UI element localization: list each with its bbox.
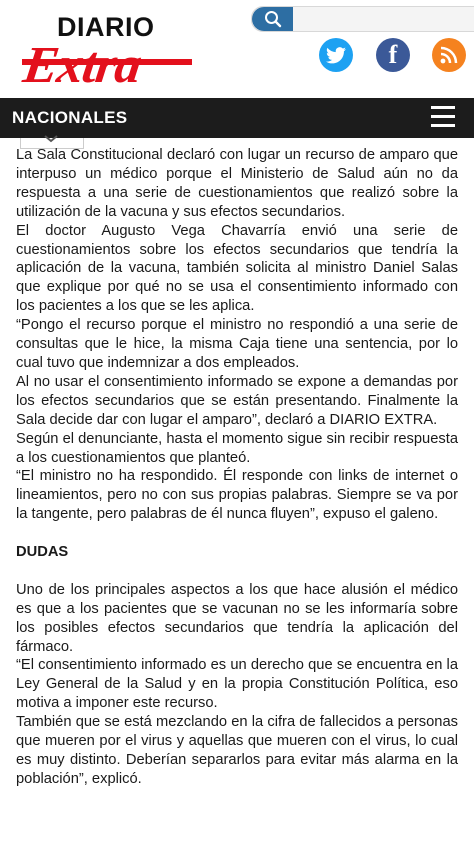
- spacer: [16, 562, 458, 581]
- article-paragraph: El doctor Augusto Vega Chavarría envió una serie de cuestionamientos sobre los efectos secundarios que tendría la aplicación de la vacuna, también solicita al ministro Daniel Salas que explique por qué no se usa el consentimiento informado con los pacientes a los que se les aplica.: [16, 222, 458, 315]
- article-paragraph: Según el denunciante, hasta el momento sigue sin recibir respuesta a los cuestionamientos que planteó.: [16, 430, 458, 466]
- section-navbar: [0, 98, 474, 138]
- article-paragraph: “El consentimiento informado es un derecho que se encuentra en la Ley General de la Salud y en la propia Constitución Política, eso motiva a imponer este recurso.: [16, 657, 458, 712]
- hamburger-menu-icon[interactable]: [431, 106, 455, 128]
- twitter-icon[interactable]: [319, 38, 353, 72]
- search-icon: [264, 10, 282, 28]
- search-button[interactable]: [252, 7, 293, 31]
- search-bar: [251, 6, 474, 32]
- site-header: [0, 0, 474, 98]
- search-input[interactable]: [296, 9, 470, 29]
- article-paragraph: “Pongo el recurso porque el ministro no respondió a una serie de consultas que le hice, la misma Caja tiene una sentencia, por lo cual tuvo que indemnizar a dos empleados.: [16, 317, 458, 371]
- article-subheading: DUDAS: [16, 544, 69, 561]
- logo-text-diario: DIARIO: [57, 12, 155, 42]
- article-paragraph: “El ministro no ha respondido. Él responde con links de internet o lineamientos, pero no con sus propias palabras. Siempre se va por la tangente, pero palabras de él nunca fluyen”, expuso el galeno.: [16, 468, 458, 523]
- chevron-icon: [43, 135, 59, 143]
- article-paragraph: También que se está mezclando en la cifra de fallecidos a personas que mueren por el virus y aquellas que mueren con el virus, lo cual es muy distinto. Deberían separarlos para evitar más alarma en la población”, explicó.: [16, 714, 458, 787]
- section-title[interactable]: NACIONALES: [12, 108, 128, 127]
- diario-extra-logo[interactable]: [19, 12, 200, 94]
- article-paragraph: Uno de los principales aspectos a los que hace alusión el médico es que a los pacientes que se vacunan no se les informaría sobre los posibles efectos secundarios que tendría la aplicación del fármaco.: [16, 581, 458, 655]
- article-paragraph: Al no usar el consentimiento informado se expone a demandas por los efectos secundarios que se están presentando. Finalmente la Sala decide dar con lugar el amparo”, declaró a DIARIO EXTRA.: [16, 373, 458, 428]
- facebook-icon[interactable]: f: [376, 38, 410, 72]
- article-body: [16, 146, 458, 789]
- logo-text-extra: Extra: [19, 37, 145, 94]
- rss-icon[interactable]: [432, 38, 466, 72]
- article-paragraph: La Sala Constitucional declaró con lugar un recurso de amparo que interpuso un médico porque el Ministerio de Salud aún no da respuesta a una serie de cuestionamientos que realizó sobre la utilización de la vacuna y sus efectos secundarios.: [16, 147, 458, 220]
- spacer: [16, 524, 458, 543]
